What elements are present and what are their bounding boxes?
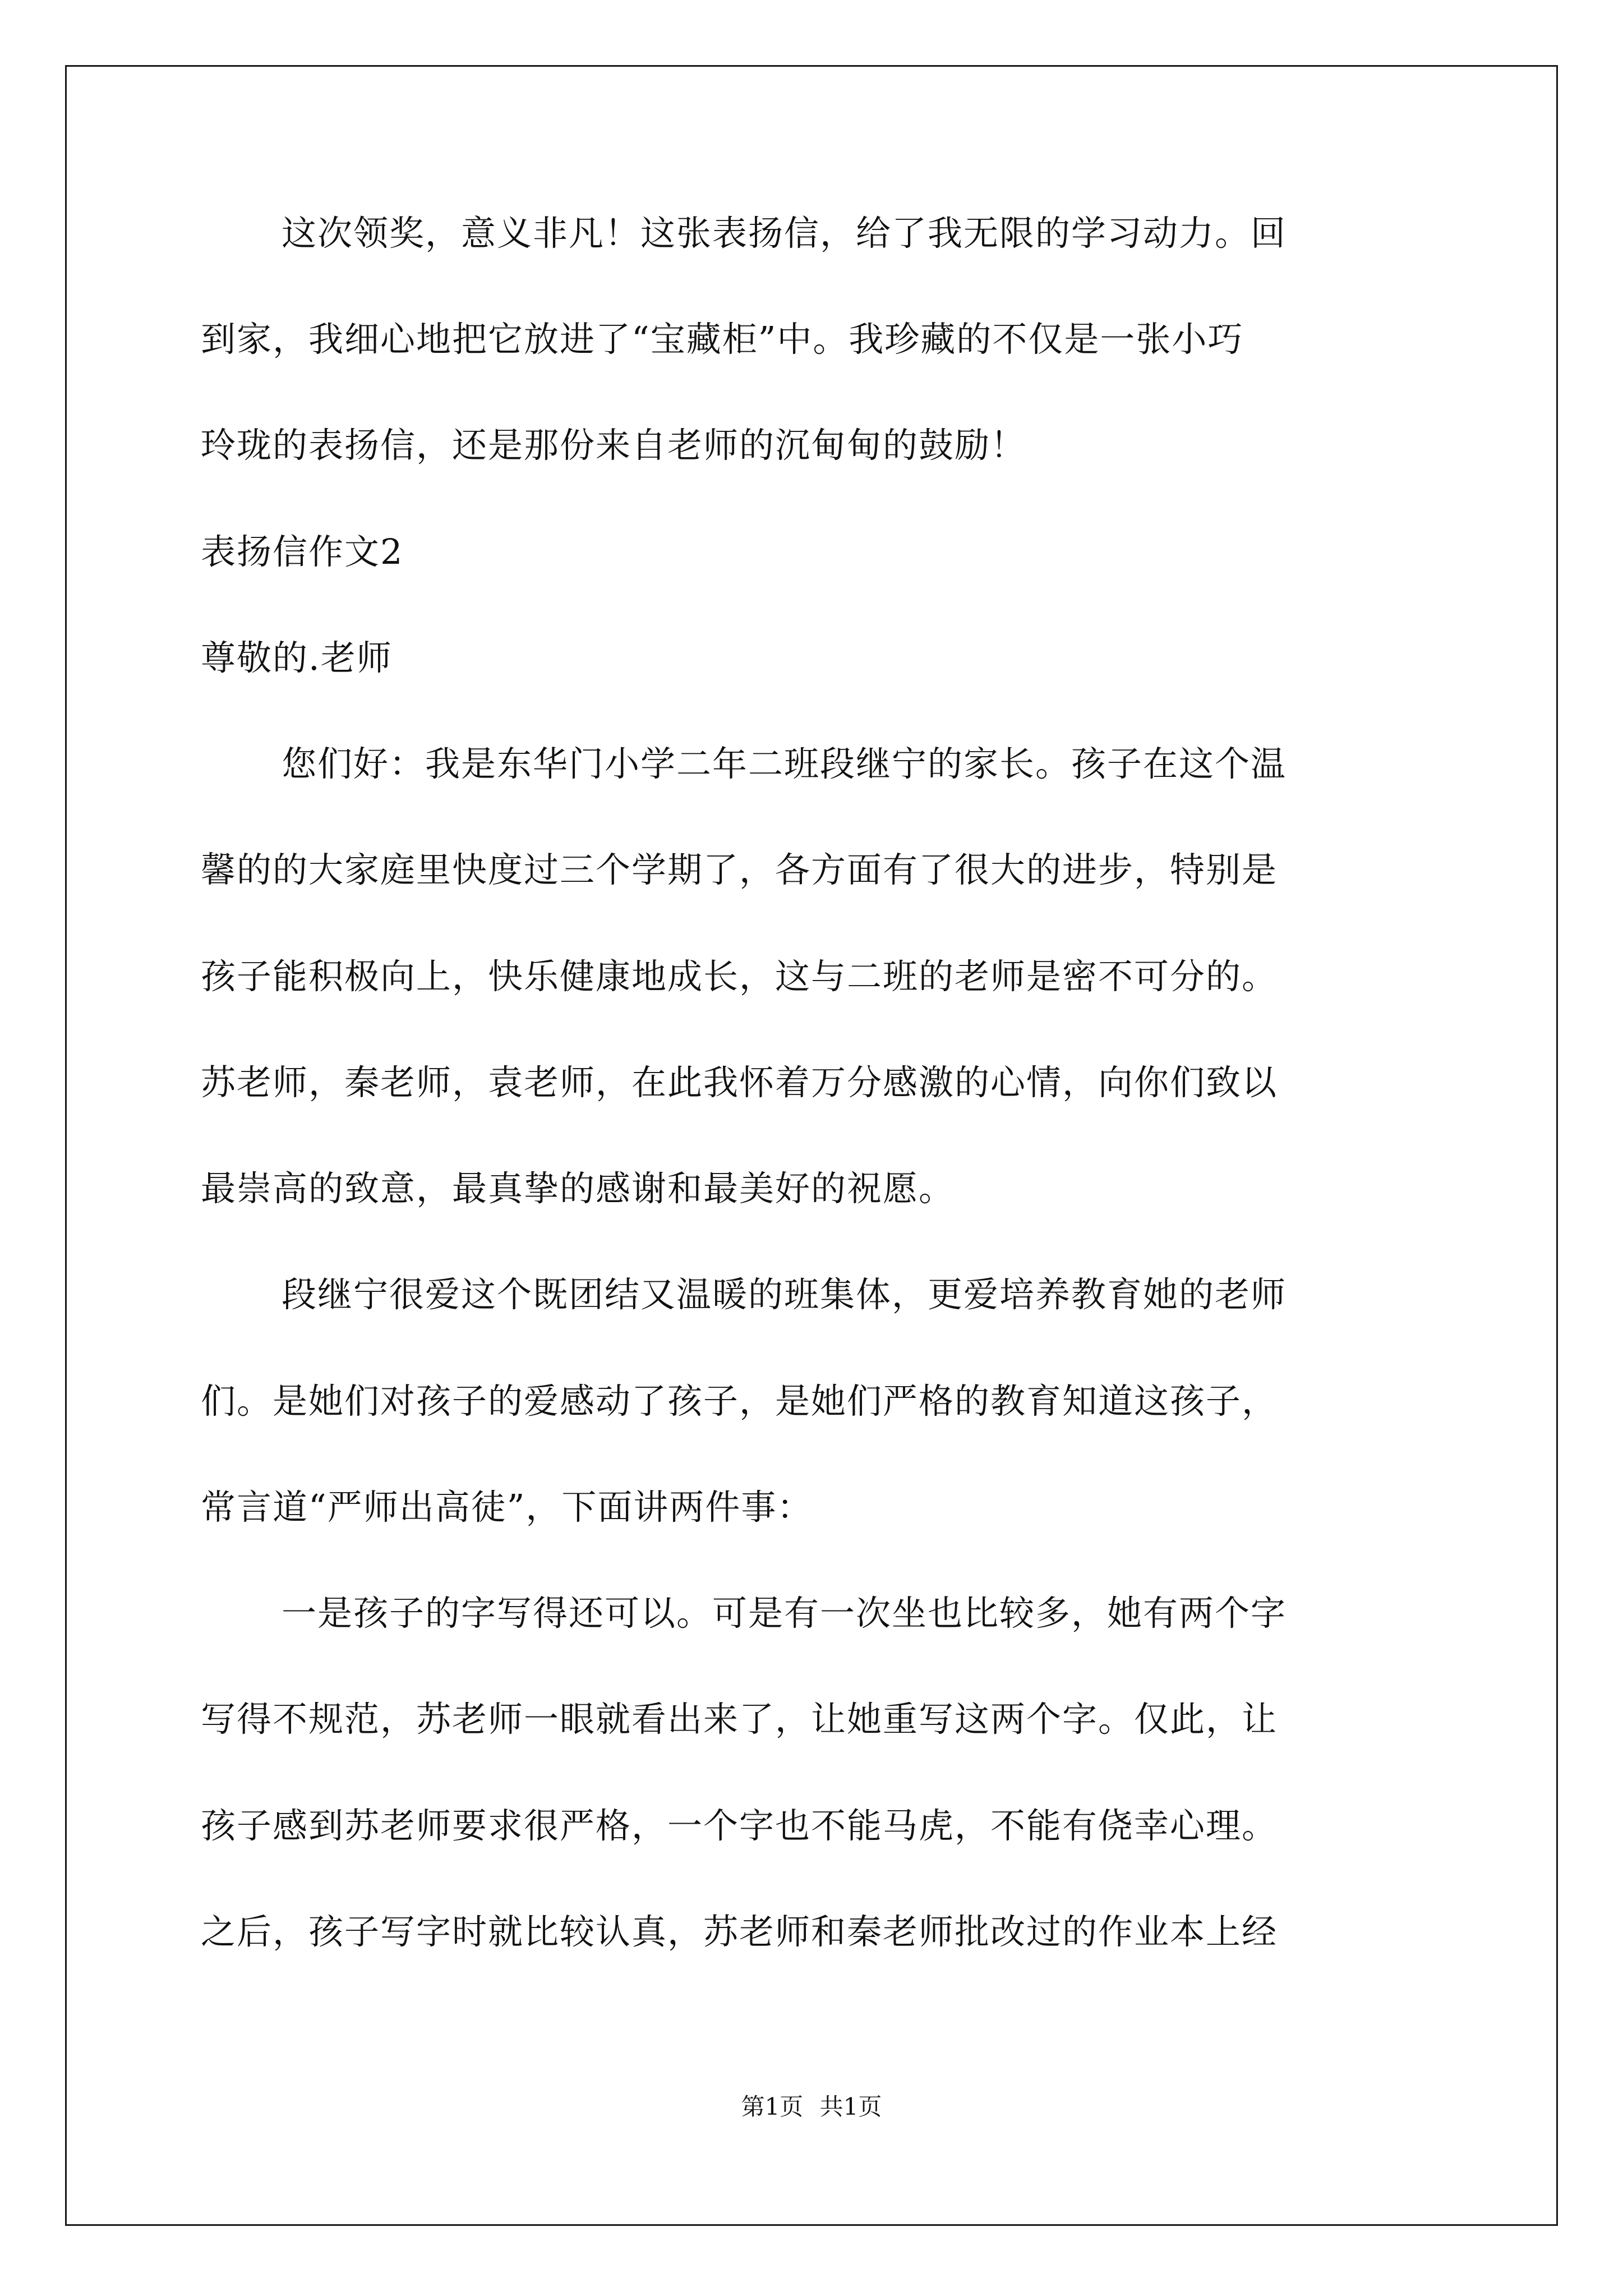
paragraph-line: 您们好：我是东华门小学二年二班段继宁的家长。孩子在这个温 — [282, 743, 1287, 784]
paragraph-line: 一是孩子的字写得还可以。可是有一次坐也比较多，她有两个字 — [282, 1593, 1287, 1634]
page-number-total: 共1页 — [819, 2093, 882, 2120]
paragraph-line: 这次领奖，意义非凡！这张表扬信，给了我无限的学习动力。回 — [282, 213, 1287, 254]
paragraph-line: 之后，孩子写字时就比较认真，苏老师和秦老师批改过的作业本上经 — [201, 1911, 1278, 1952]
section-title: 表扬信作文2 — [201, 531, 404, 572]
paragraph-line: 写得不规范，苏老师一眼就看出来了，让她重写这两个字。仅此，让 — [201, 1699, 1278, 1740]
page-border — [65, 65, 1558, 2226]
page-footer — [0, 2091, 1623, 2123]
paragraph-line: 孩子能积极向上，快乐健康地成长，这与二班的老师是密不可分的。 — [201, 956, 1278, 997]
paragraph-line: 段继宁很爱这个既团结又温暖的班集体，更爱培养教育她的老师 — [282, 1274, 1287, 1315]
paragraph-line: 苏老师，秦老师，袁老师，在此我怀着万分感激的心情，向你们致以 — [201, 1062, 1278, 1103]
paragraph-line: 玲珑的表扬信，还是那份来自老师的沉甸甸的鼓励！ — [201, 425, 1027, 466]
paragraph-line: 常言道“严师出高徒”，下面讲两件事： — [201, 1487, 813, 1527]
paragraph-line: 最崇高的致意，最真挚的感谢和最美好的祝愿。 — [201, 1168, 955, 1209]
paragraph-line: 们。是她们对孩子的爱感动了孩子，是她们严格的教育知道这孩子， — [201, 1381, 1278, 1421]
paragraph-line: 孩子感到苏老师要求很严格，一个字也不能马虎，不能有侥幸心理。 — [201, 1805, 1278, 1846]
paragraph-line: 馨的的大家庭里快度过三个学期了，各方面有了很大的进步，特别是 — [201, 849, 1278, 890]
paragraph-line: 到家，我细心地把它放进了“宝藏柜”中。我珍藏的不仅是一张小巧 — [201, 319, 1244, 360]
page-number-current: 第1页 — [741, 2093, 804, 2120]
salutation: 尊敬的.老师 — [201, 637, 393, 678]
